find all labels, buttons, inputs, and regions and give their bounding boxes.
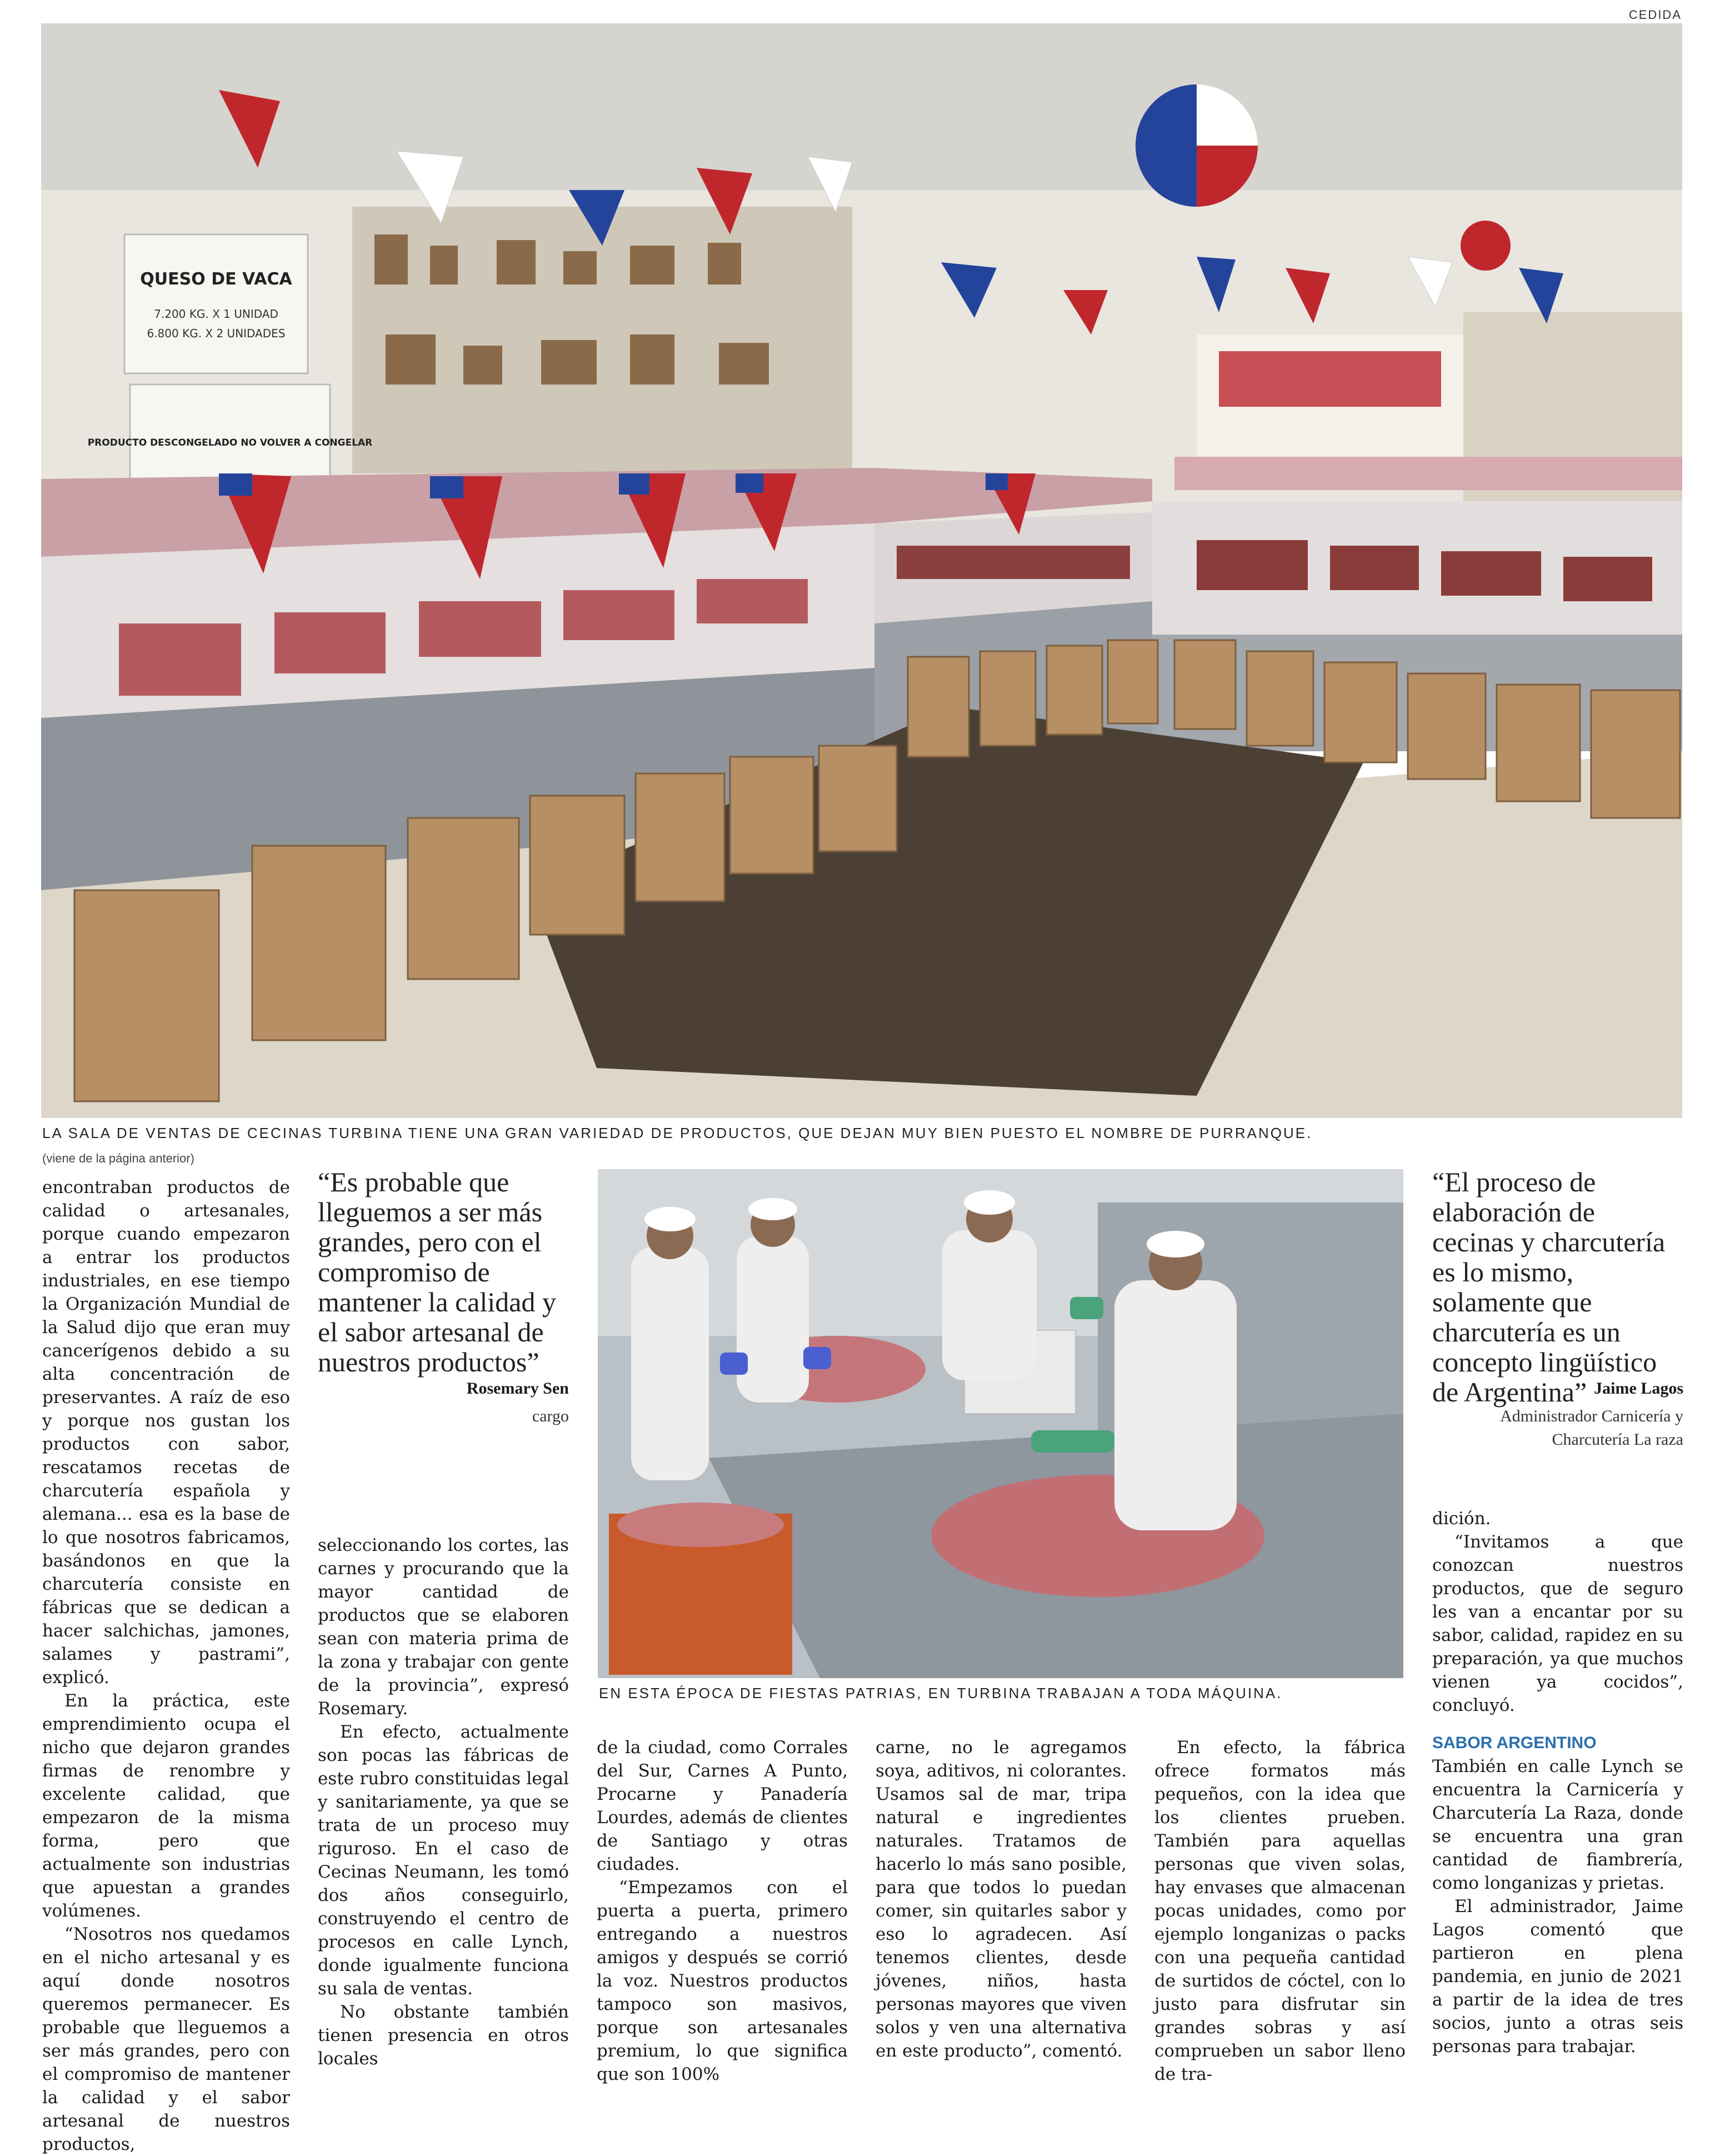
article-paragraph: En efecto, actualmente son pocas las fábricas de este rubro constituidas legal y sanitariamente, ya que se trata de un proceso muy riguroso. En el caso de Cecinas Neumann, les tomó dos años conseguirlo, construyendo el centro de procesos en calle Lynch, donde igualmente funciona su sala de ventas. [318, 1722, 569, 1999]
article-column-2 [318, 1534, 569, 2070]
article-paragraph: No obstante también tienen presencia en otros locales [318, 2002, 569, 2069]
shop-photo [41, 23, 1682, 1118]
article-column-6 [1432, 1507, 1683, 2058]
article-paragraph: encontraban productos de calidad o artesanales, porque cuando empezaron a entrar los productos industriales, en ese tiempo la Organización Mundial de la Salud dijo que eran muy cancerígenos debido a su alta concentración de preservantes. A raíz de eso y porque nos gustan los productos con sabor, rescatamos recetas de charcutería española y alemana... esa es la base de lo que nosotros fabricamos, basándonos en que la charcutería consiste en fábricas que se dedican a hacer salchichas, jamones, salames y pastrami”, explicó. [42, 1177, 290, 1688]
article-column-4 [876, 1736, 1127, 2063]
article-paragraph: En la práctica, este emprendimiento ocupa el nicho que dejaron grandes firmas de renombre y excelente calidad, que empezaron de la misma forma, pero que actualmente son industrias que apuestan a grandes volúmenes. [42, 1691, 290, 1921]
article-paragraph: En efecto, la fábrica ofrece formatos más pequeños, con la idea que los clientes prueben. También para aquellas personas que viven solas, hay envases que almacenan pocas unidades, como por ejemplo longanizas o packs con una pequeña cantidad de surtidos de cóctel, con lo justo para disfrutar sin grandes sobras y así comprueben un sabor lleno de tra- [1154, 1738, 1406, 2084]
quote-author-role: cargo [532, 1407, 569, 1425]
continued-note: (viene de la página anterior) [42, 1151, 194, 1165]
photo-credit: CEDIDA [1628, 8, 1682, 22]
pull-quote-1: “Es probable que lleguemos a ser más grandes, pero con el compromiso de mantener la calidad y el sabor artesanal de nuestros productos” [318, 1166, 556, 1378]
article-column-3 [597, 1736, 848, 2086]
sign-producto: PRODUCTO DESCONGELADO NO VOLVER A CONGELAR [87, 437, 373, 448]
article-column-5 [1154, 1736, 1406, 2086]
article-paragraph: “Nosotros nos quedamos en el nicho artesanal y es aquí donde nosotros queremos permanecer. Es probable que lleguemos a ser más grandes, pero con el compromiso de mantener la calidad y el sabor artesanal de nuestros productos, [42, 1924, 290, 2154]
article-paragraph: de la ciudad, como Corrales del Sur, Carnes A Punto, Procarne y Panadería Lourdes, además de clientes de Santiago y otras ciudades. [597, 1738, 848, 1874]
sign-queso-line1: 7.200 KG. X 1 UNIDAD [154, 307, 278, 321]
section-subheading: SABOR ARGENTINO [1432, 1734, 1597, 1752]
quote-author-role: Administrador Carnicería y Charcutería La raza [1500, 1407, 1683, 1449]
article-column-1 [42, 1176, 290, 2156]
shop-photo-caption: LA SALA DE VENTAS DE CECINAS TURBINA TIENE UNA GRAN VARIEDAD DE PRODUCTOS, QUE DEJAN MUY BIEN PUESTO EL NOMBRE DE PURRANQUE. [42, 1125, 1313, 1141]
article-paragraph: El administrador, Jaime Lagos comentó que partieron en plena pandemia, en junio de 2021 a partir de la idea de tres socios, junto a otras seis personas para trabajar. [1432, 1897, 1683, 2057]
sign-queso-title: QUESO DE VACA [140, 270, 292, 289]
quote-author: Rosemary Sen [466, 1379, 569, 1398]
article-paragraph: seleccionando los cortes, las carnes y procurando que la mayor cantidad de productos que se elaboren sean con materia prima de la zona y trabajar con gente de la provincia”, expresó Rosemary. [318, 1535, 569, 1719]
sign-queso-line2: 6.800 KG. X 2 UNIDADES [147, 327, 286, 340]
article-paragraph: “Invitamos a que conozcan nuestros productos, que de seguro les van a encantar por su sabor, calidad, rapidez en su preparación, ya que muchos vienen ya cocidos”, concluyó. [1432, 1532, 1683, 1715]
article-paragraph: “Empezamos con el puerta a puerta, primero entregando a nuestros amigos y después se corrió la voz. Nuestros productos tampoco son masivos, porque son artesanales premium, lo que significa que son 100% [597, 1878, 848, 2084]
article-paragraph: dición. [1432, 1509, 1491, 1529]
article-paragraph: carne, no le agregamos soya, aditivos, ni colorantes. Usamos sal de mar, tripa natural e ingredientes naturales. Tratamos de hacerlo lo más sano posible, para que todos lo puedan comer, sin quitarles sabor y eso lo agradecen. Así tenemos clientes, desde jóvenes, niños, hasta personas mayores que viven solos y ven una alternativa en este producto”, comentó. [876, 1738, 1127, 2061]
factory-photo-caption: EN ESTA ÉPOCA DE FIESTAS PATRIAS, EN TURBINA TRABAJAN A TODA MÁQUINA. [599, 1685, 1283, 1701]
pull-quote-2: “El proceso de elaboración de cecinas y charcutería es lo mismo, solamente que charcutería es un concepto lingüístico de Argentina” [1432, 1166, 1666, 1408]
shop-photo-illustration [41, 23, 1682, 1118]
factory-photo-illustration [598, 1169, 1403, 1678]
quote-author: Jaime Lagos [1594, 1379, 1683, 1398]
article-paragraph: También en calle Lynch se encuentra la Carnicería y Charcutería La Raza, donde se encuentra una gran cantidad de fiambrería, como longanizas y prietas. [1432, 1756, 1683, 1893]
factory-photo [598, 1169, 1403, 1678]
